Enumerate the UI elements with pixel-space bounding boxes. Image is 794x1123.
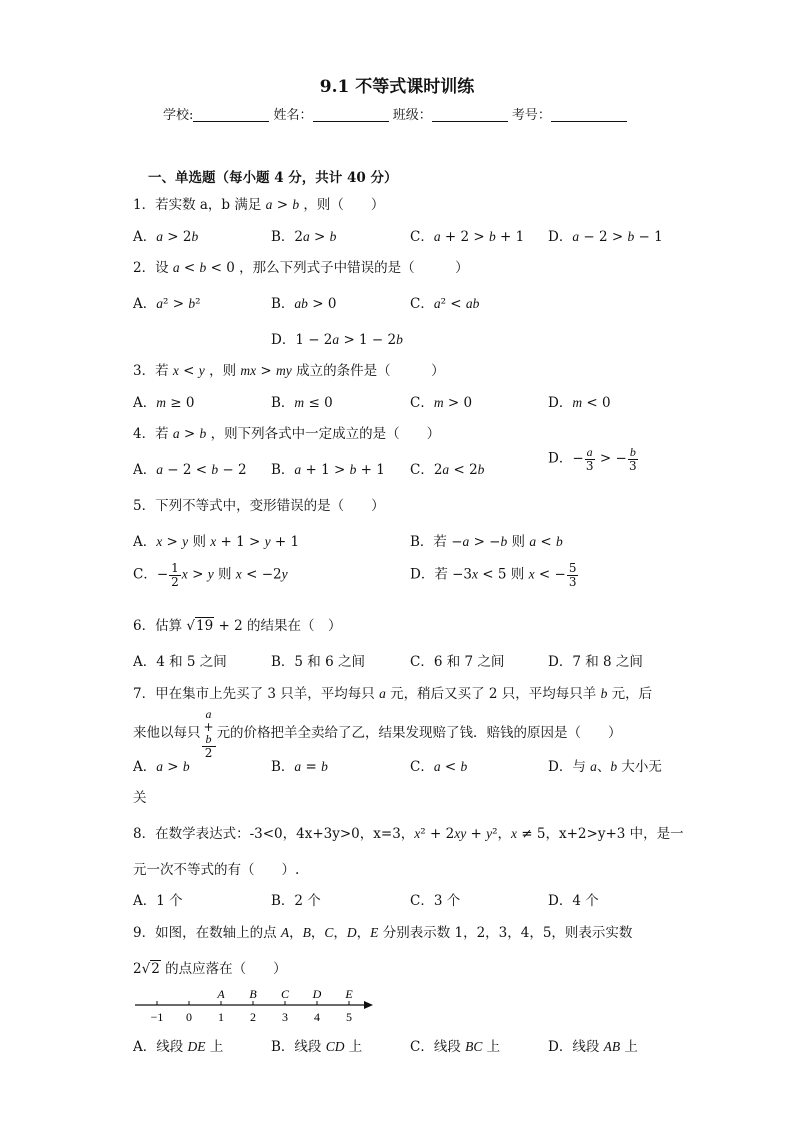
q6-option-d[interactable]: D．7 和 8 之间: [548, 654, 643, 670]
q1-option-a[interactable]: A．a > 2b: [133, 229, 199, 245]
q2-option-c[interactable]: C．a² < ab: [410, 296, 480, 312]
q8-option-c[interactable]: C．3 个: [410, 893, 461, 909]
q5-option-c[interactable]: C．− $\frac{1}{2}$ x > y 则 x < −2y: [133, 561, 288, 589]
q2-option-a[interactable]: A．a² > b²: [133, 296, 201, 312]
number-line-point-label: B: [249, 987, 257, 1001]
question-8-stem-line2: 元一次不等式的有（ ）.: [133, 862, 300, 878]
question-4-stem: 4．若 a > b ，则下列各式中一定成立的是（ ）: [133, 426, 441, 442]
q2-option-d[interactable]: D．1 − 2a > 1 − 2b: [271, 332, 403, 348]
q6-option-c[interactable]: C．6 和 7 之间: [410, 654, 505, 670]
q7-option-c[interactable]: C．a < b: [410, 759, 468, 775]
q3-option-c[interactable]: C．m > 0: [410, 395, 473, 411]
number-line-tick-label: 4: [314, 1010, 320, 1024]
q9-option-d[interactable]: D．线段 AB 上: [548, 1039, 638, 1055]
q6-option-a[interactable]: A．4 和 5 之间: [133, 654, 227, 670]
q3-option-b[interactable]: B．m ≤ 0: [271, 395, 333, 411]
q2-option-b[interactable]: B．ab > 0: [271, 296, 337, 312]
q7-option-d[interactable]: D．与 a、b 大小无: [548, 759, 662, 775]
section-heading: 一、单选题（每小题 4 分，共计 40 分）: [148, 170, 398, 186]
school-blank[interactable]: [193, 107, 269, 122]
q8-option-d[interactable]: D．4 个: [548, 893, 599, 909]
class-blank[interactable]: [432, 107, 508, 122]
number-blank[interactable]: [551, 107, 627, 122]
number-line-point-label: C: [280, 987, 290, 1001]
question-7-stem-line2: 来他以每只 a + b 2 元的价格把羊全卖给了乙，结果发现赔了钱．赔钱的原因是（ ）: [133, 707, 622, 760]
number-line-tick-label: 5: [346, 1010, 352, 1024]
q4-option-c[interactable]: C．2a < 2b: [410, 462, 485, 478]
number-line-figure: [133, 985, 383, 1027]
q5-option-b[interactable]: B．若 −a > −b 则 a < b: [410, 534, 563, 550]
question-5-stem: 5．下列不等式中，变形错误的是（ ）: [133, 498, 385, 514]
name-label: 姓名：: [273, 108, 313, 123]
question-1-stem: 1．若实数 a，b 满足 a > b ，则（ ）: [133, 197, 385, 213]
number-line-tick-label: 0: [186, 1010, 192, 1024]
q3-option-d[interactable]: D．m < 0: [548, 395, 611, 411]
q6-option-b[interactable]: B．5 和 6 之间: [271, 654, 365, 670]
question-7-stem-line1: 7．甲在集市上先买了 3 只羊，平均每只 a 元，稍后又买了 2 只，平均每只羊 b 元，后: [133, 686, 653, 702]
q1-option-b[interactable]: B．2a > b: [271, 229, 337, 245]
number-line-tick-label: 1: [218, 1010, 224, 1024]
q7-option-b[interactable]: B．a = b: [271, 759, 328, 775]
q8-option-b[interactable]: B．2 个: [271, 893, 321, 909]
q9-option-a[interactable]: A．线段 DE 上: [133, 1039, 224, 1055]
q3-option-a[interactable]: A．m ≥ 0: [133, 395, 195, 411]
name-blank[interactable]: [313, 107, 389, 122]
q4-option-d[interactable]: D．− $\frac{a}{3}$ > − $\frac{b}{3}$: [548, 445, 637, 473]
school-label: 学校:: [163, 108, 194, 123]
number-line-tick-label: 3: [282, 1010, 288, 1024]
question-2-stem: 2．设 a < b < 0 ，那么下列式子中错误的是（ ）: [133, 260, 469, 276]
q5-option-d[interactable]: D．若 −3x < 5 则 x < − $\frac{5}{3}$: [410, 561, 577, 589]
q8-option-a[interactable]: A．1 个: [133, 893, 183, 909]
number-line-point-label: D: [312, 987, 322, 1001]
q4-option-a[interactable]: A．a − 2 < b − 2: [133, 462, 247, 478]
q7-option-a[interactable]: A．a > b: [133, 759, 190, 775]
number-label: 考号：: [511, 108, 551, 123]
number-line-tick-label: −1: [150, 1010, 164, 1024]
number-line-point-label: A: [217, 987, 225, 1001]
q9-option-b[interactable]: B．线段 CD 上: [271, 1039, 363, 1055]
number-line-arrow-icon: [364, 1001, 373, 1009]
page-title: 9.1 不等式课时训练: [319, 77, 475, 97]
q1-option-c[interactable]: C．a + 2 > b + 1: [410, 229, 525, 245]
number-line-point-label: E: [345, 987, 353, 1001]
q7-option-d-wrap: 关: [133, 790, 147, 806]
q4-option-b[interactable]: B．a + 1 > b + 1: [271, 462, 385, 478]
q9-option-c[interactable]: C．线段 BC 上: [410, 1039, 501, 1055]
number-line-tick-label: 2: [250, 1010, 256, 1024]
question-9-stem-line1: 9．如图，在数轴上的点 A，B，C，D，E 分别表示数 1，2，3，4，5，则表示实数: [133, 925, 633, 941]
student-info-row: [163, 104, 627, 123]
q5-option-a[interactable]: A．x > y 则 x + 1 > y + 1: [133, 534, 300, 550]
question-6-stem: 6．估算 √19 + 2 的结果在（ ）: [133, 618, 342, 634]
question-8-stem-line1: 8．在数学表达式：-3<0，4x+3y>0，x=3，x² + 2xy + y²，x ≠ 5，x+2>y+3 中，是一: [133, 826, 684, 842]
question-3-stem: 3．若 x < y ，则 mx > my 成立的条件是（ ）: [133, 363, 445, 379]
question-9-stem-line2: 2√2 的点应落在（ ）: [133, 961, 287, 977]
class-label: 班级：: [392, 108, 432, 123]
q1-option-d[interactable]: D．a − 2 > b − 1: [548, 229, 663, 245]
